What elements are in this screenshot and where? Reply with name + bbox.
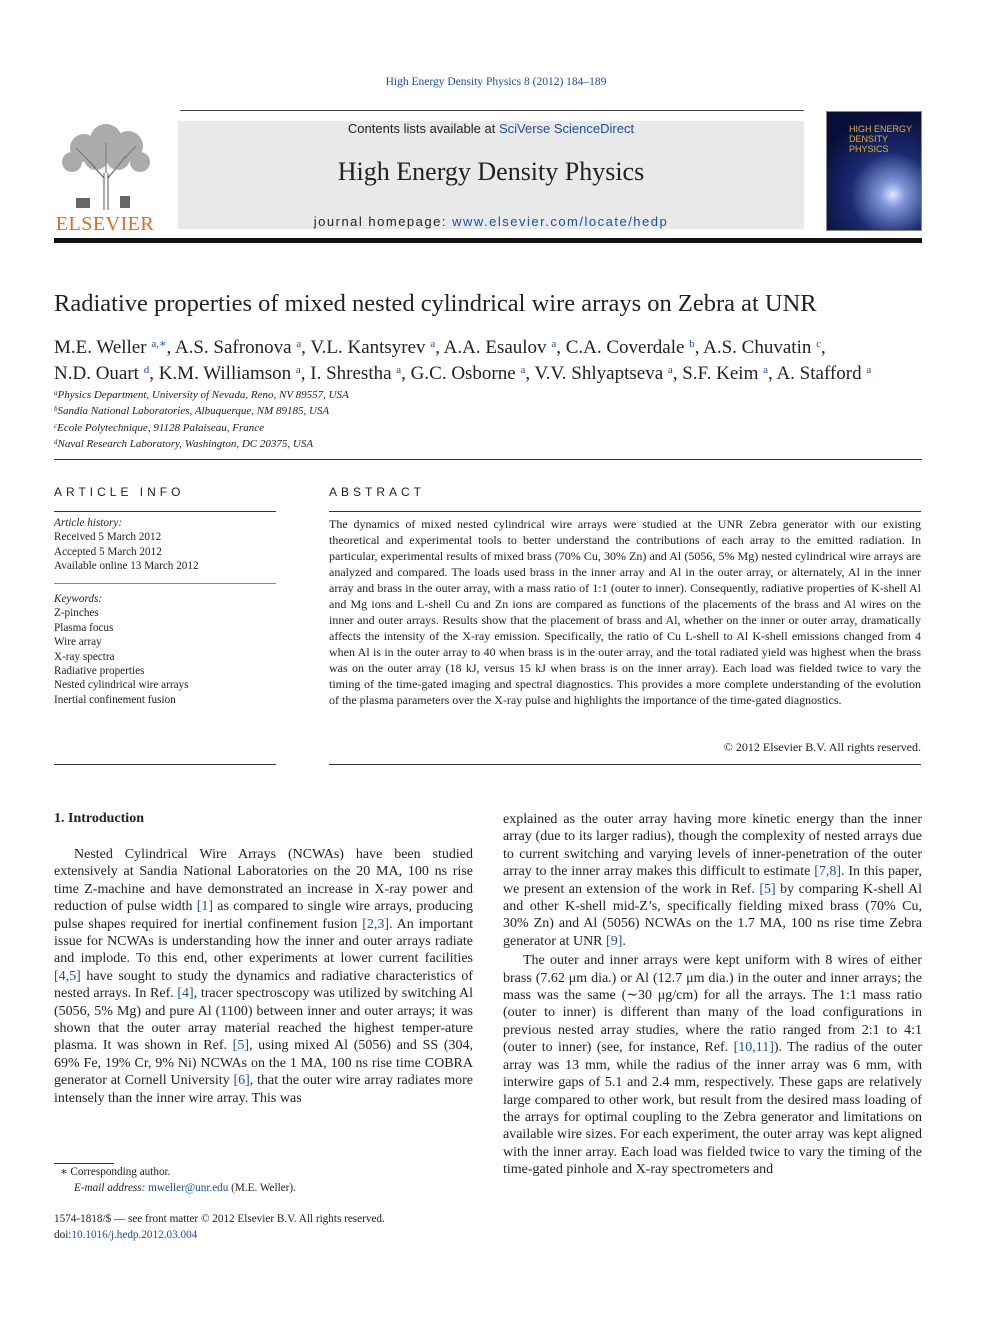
article-info-heading: ARTICLE INFO — [54, 485, 185, 499]
affiliation-marker[interactable]: a — [520, 364, 526, 376]
email-link[interactable]: mweller@unr.edu — [148, 1181, 229, 1194]
article-history — [54, 516, 276, 574]
affiliation: $^a$Physics Department, University of Nevada, Reno, NV 89557, USA — [54, 389, 349, 401]
keywords — [54, 592, 276, 707]
affiliation: $^d$Naval Research Laboratory, Washington, DC 20375, USA — [54, 438, 314, 451]
keywords-rule — [54, 583, 276, 584]
author-name: V.V. Shlyaptseva — [534, 363, 668, 384]
history-online: Available online 13 March 2012 — [54, 560, 199, 573]
reference-link[interactable]: [9] — [606, 933, 623, 949]
contents-line: Contents lists available at SciVerse ScienceDirect — [347, 121, 635, 136]
paper-title: Radiative properties of mixed nested cylindrical wire arrays on Zebra at UNR — [54, 290, 817, 317]
affiliation-marker[interactable]: d — [143, 364, 150, 376]
history-received: Received 5 March 2012 — [54, 531, 162, 544]
doi-link[interactable]: 10.1016/j.hedp.2012.03.004 — [71, 1228, 198, 1241]
author-name: M.E. Weller — [54, 337, 152, 358]
affiliation-marker[interactable]: b — [689, 338, 695, 350]
reference-link[interactable]: [5] — [232, 1038, 249, 1054]
corresponding-author: ∗ Corresponding author. — [60, 1166, 171, 1178]
body-column-right — [503, 811, 922, 1179]
affiliation-marker[interactable]: a — [551, 338, 557, 350]
author-name: A.S. Safronova — [174, 337, 297, 358]
intro-paragraph: explained as the outer array having more kinetic energy than the inner array (due to its larger radius), though the complexity of nested arrays due to current switching and varying levels of inner-penetration of the outer array to the inner array makes this difficult to estimate [7,8]. In this paper, we present an extension of the work in Ref. [5] by comparing K-shell Al and other K-shell mid-Z’s, specifically fielding mixed brass (70% Cu, 30% Zn) and Al (5056) NCWAs on the 1.7 MA, 100 ns rise time Zebra generator at UNR [9]. — [503, 812, 922, 949]
footnote-rule — [54, 1163, 114, 1164]
affiliation: $^b$Sandia National Laboratories, Albuquerque, NM 89185, USA — [54, 405, 330, 418]
article-info-rule — [54, 511, 276, 512]
author-name: G.C. Osborne — [410, 363, 521, 384]
history-label: Article history: — [54, 517, 123, 529]
sciencedirect-link[interactable]: SciVerse ScienceDirect — [498, 121, 635, 136]
copyright-notice: © 2012 Elsevier B.V. All rights reserved. — [723, 740, 921, 754]
reference-link[interactable]: [4,5] — [54, 968, 81, 984]
affiliation-list — [54, 386, 654, 452]
keyword: Radiative properties — [54, 665, 145, 678]
abstract-rule — [329, 511, 921, 512]
journal-citation[interactable]: High Energy Density Physics 8 (2012) 184–189 — [385, 76, 607, 88]
elsevier-tree-icon — [56, 118, 154, 210]
corresponding-author-footnote — [60, 1165, 480, 1196]
keyword: Nested cylindrical wire arrays — [54, 679, 189, 692]
homepage-link[interactable]: www.elsevier.com/locate/hedp — [452, 214, 669, 229]
keyword: Plasma focus — [54, 621, 114, 634]
author-name: A.A. Esaulov — [443, 337, 552, 358]
header-thick-rule — [54, 238, 922, 243]
author-email: E-mail address: mweller@unr.edu (M.E. Weller). — [74, 1181, 296, 1194]
affiliation-marker[interactable]: a — [763, 364, 768, 376]
header-divider — [180, 110, 804, 111]
body-column-left — [54, 846, 473, 1107]
keyword: Inertial confinement fusion — [54, 693, 176, 706]
publisher-name: ELSEVIER — [55, 213, 155, 235]
article-info-bottom-rule — [54, 764, 276, 765]
keyword: Wire array — [54, 636, 102, 649]
author-name: I. Shrestha — [310, 363, 397, 384]
affiliation-marker[interactable]: a — [667, 364, 673, 376]
intro-paragraph: Nested Cylindrical Wire Arrays (NCWAs) have been studied extensively at Sandia National Laboratories on the 20 MA, 100 ns rise time Z-machine and have demonstrated an increase in X-ray power and reduction of pulse width [1] as compared to single wire arrays, producing pulse shapes required for inertial confinement fusion [2,3]. An important issue for NCWAs is understanding how the inner and outer arrays radiate and implode. To this end, other experiments at lower current facilities [4,5] have sought to study the dynamics and radiative characteristics of nested arrays. In Ref. [4], tracer spectroscopy was utilized by switching Al (5056, 5% Mg) and pure Al (1100) between inner and outer arrays; it was shown that the outer array material reached the highest temper-ature plasma. It was shown in Ref. [5], using mixed Al (5056) and SS (304, 69% Fe, 19% Cr, 9% Ni) NCWAs on the 1 MA, 100 ns rise time COBRA generator at Cornell University [6], that the outer wire array radiates more intensely than the inner wire array. This was — [54, 847, 474, 1106]
affiliation-marker[interactable]: a — [396, 364, 402, 376]
author-name: A. Stafford — [776, 363, 867, 384]
history-accepted: Accepted 5 March 2012 — [54, 545, 162, 558]
keyword: Z-pinches — [54, 607, 99, 620]
reference-link[interactable]: [10,11] — [733, 1040, 774, 1056]
journal-banner — [178, 121, 804, 229]
keyword: X-ray spectra — [54, 650, 115, 663]
affiliation-marker[interactable]: a,∗ — [151, 338, 167, 350]
author-list: M.E. Weller $^{a,∗}$, A.S. Safronova $^a$, V.L. Kantsyrev $^a$, A.A. Esaulov $^a$, C.A. Coverdale $^b$, A.S. Chuvatin $^c$, N.D. Ouart $^d$, K.M. Williamson $^a$, I. Shrestha $^a$, G.C. Osborne $^a$, V.V. Shlyaptseva $^a$, S.F. Keim $^a$, A. Stafford $^a$ — [54, 337, 872, 384]
affiliation-marker[interactable]: a — [296, 338, 302, 350]
affiliation: $^c$Ecole Polytechnique, 91128 Palaiseau, France — [54, 421, 265, 434]
author-name: V.L. Kantsyrev — [310, 337, 431, 358]
author-name: S.F. Keim — [682, 363, 764, 384]
journal-cover-image[interactable] — [826, 111, 922, 231]
affiliation-divider — [54, 459, 922, 460]
elsevier-logo[interactable] — [54, 118, 156, 236]
journal-title: High Energy Density Physics — [337, 157, 645, 186]
author-name: K.M. Williamson — [158, 363, 296, 384]
author-name: N.D. Ouart — [54, 363, 144, 384]
abstract-heading: ABSTRACT — [329, 485, 426, 499]
section-heading-introduction: 1. Introduction — [54, 811, 144, 826]
reference-link[interactable]: [5] — [759, 881, 776, 897]
intro-paragraph: The outer and inner arrays were kept uniform with 8 wires of either brass (7.62 μm dia.) or Al (12.7 μm dia.) in the outer and inner arrays; the mass was the same (∼30 μg/cm) for all the arrays. The 1:1 mass ratio (outer to inner) is different than many of the load configurations in previous nested array studies, where the ratio ranged from 2:1 to 4:1 (outer to inner) (see, for instance, Ref. [10,11]). The radius of the outer array was 13 mm, while the radius of the inner array was 6 mm, with interwire gaps of 5.1 and 2.4 mm, respectively. These gaps are relatively large compared to other work, but result from the desired mass loading of the arrays for optimal coupling to the Zebra generator and limitations on available wire sizes. For each experiment, the outer array was kept aligned with the inner array. Each load was fielded twice to vary the timing of the time-gated pinhole and X-ray spectrometers and — [503, 953, 922, 1178]
journal-homepage: journal homepage: www.elsevier.com/locate/hedp — [313, 214, 669, 229]
affiliation-marker[interactable]: a — [866, 364, 872, 376]
reference-link[interactable]: [1] — [196, 899, 214, 915]
abstract-text: The dynamics of mixed nested cylindrical wire arrays were studied at the UNR Zebra generator with our existing theoretical and experimental tools to better understand the contributions of each array to the emitted radiation. In particular, experimental results of mixed brass (70% Cu, 30% Zn) and Al (5056, 5% Mg) nested cylindrical wire arrays are analyzed and compared. The loads used brass in the inner array and Al in the outer array, or alternately, Al in the inner array and brass in the outer array, with a mass ratio of 1:1 (outer to inner). Consequently, radiative properties of K-shell Al and Mg ions and L-shell Cu and Zn ions are compared as functions of the placements of the brass and Al wires on the inner and outer arrays. Results show that the placement of brass and Al, whether on the inner or outer array, dramatically affects the intensity of the X-ray emission. Specifically, the ratio of Cu L-shell to Al K-shell emissions changed from 4 when Al is in the outer array to 40 when brass is in the outer array, and the total radiated yield was highest when the brass was on the outer array (18 kJ, versus 15 kJ when brass is on the inner array). Each load was fielded twice to vary the timing of the time-gated imaging and spectral diagnostics. This provides a more complete understanding of the evolution of the plasma parameters over the X-ray pulse and highlights the importance of the time-gated diagnostics. — [329, 517, 921, 707]
article-metadata — [54, 1212, 474, 1243]
doi-line: doi:10.1016/j.hedp.2012.03.004 — [54, 1228, 198, 1241]
affiliation-marker[interactable]: c — [816, 338, 821, 350]
keywords-label: Keywords: — [54, 593, 103, 605]
abstract-bottom-rule — [329, 764, 921, 765]
reference-link[interactable]: [4] — [177, 986, 194, 1002]
author-name: C.A. Coverdale — [565, 337, 690, 358]
issn-line: 1574-1818/$ — see front matter © 2012 Elsevier B.V. All rights reserved. — [54, 1213, 385, 1225]
affiliation-marker[interactable]: a — [295, 364, 301, 376]
affiliation-marker[interactable]: a — [430, 338, 436, 350]
reference-link[interactable]: [2,3] — [362, 916, 390, 932]
author-name: A.S. Chuvatin — [703, 337, 817, 358]
reference-link[interactable]: [7,8] — [814, 864, 842, 880]
cover-title: HIGH ENERGY DENSITY PHYSICS — [849, 124, 913, 154]
reference-link[interactable]: [6] — [233, 1073, 250, 1089]
